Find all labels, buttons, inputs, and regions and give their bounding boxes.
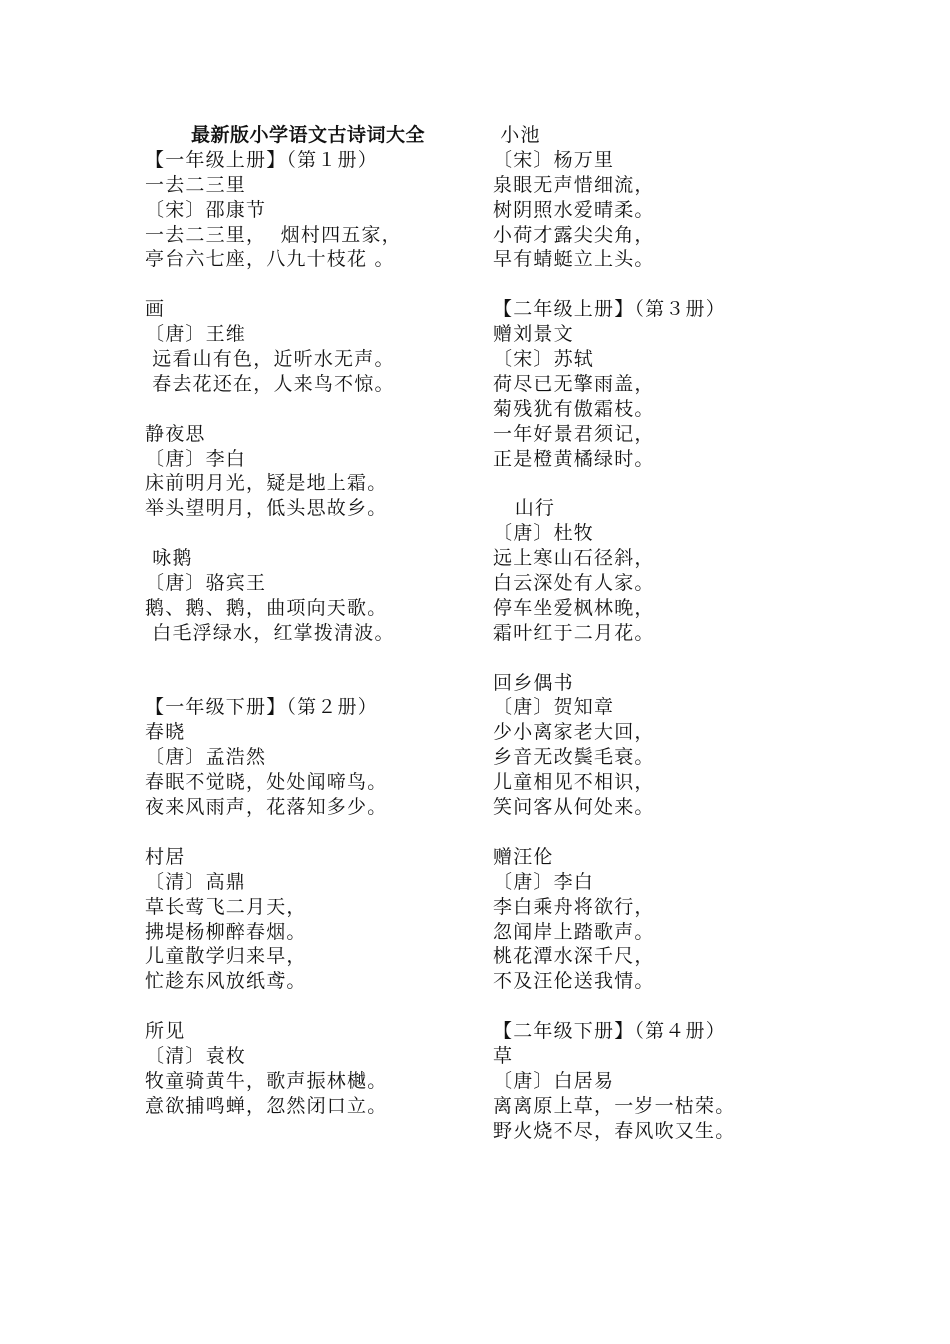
poem-line: 一年好景君须记， xyxy=(493,422,655,445)
section-heading: 【二年级上册】（第３册） xyxy=(493,298,726,321)
blank-line xyxy=(145,397,480,422)
blank-line xyxy=(145,820,480,845)
poem-line: 拂堤杨柳醉春烟。 xyxy=(145,920,307,943)
poem-line: 菊残犹有傲霜枝。 xyxy=(493,397,655,420)
blank-line xyxy=(145,521,480,546)
poem-title: 静夜思 xyxy=(145,422,206,445)
poem-line: 笑问客从何处来。 xyxy=(493,796,655,819)
blank-line xyxy=(493,646,823,671)
poem-author: 〔宋〕苏轼 xyxy=(493,348,595,371)
poem-author: 〔宋〕杨万里 xyxy=(493,148,615,171)
poem-line: 夜来风雨声，花落知多少。 xyxy=(145,796,388,819)
poem-author: 〔唐〕王维 xyxy=(145,323,247,346)
poem-title: 赠刘景文 xyxy=(493,323,574,346)
poem-line: 鹅、鹅、鹅，曲项向天歌。 xyxy=(145,596,388,619)
section-heading: 【一年级上册】（第１册） xyxy=(145,148,378,171)
poem-line: 忽闻岸上踏歌声。 xyxy=(493,920,655,943)
poem-author: 〔唐〕李白 xyxy=(493,870,595,893)
blank-line xyxy=(145,646,480,671)
poem-line: 白云深处有人家。 xyxy=(493,572,655,595)
blank-line xyxy=(145,994,480,1019)
poem-line: 霜叶红于二月花。 xyxy=(493,621,655,644)
poem-author: 〔宋〕邵康节 xyxy=(145,198,267,221)
blank-line xyxy=(493,471,823,496)
poem-title: 画 xyxy=(145,298,166,321)
poem-author: 〔唐〕孟浩然 xyxy=(145,746,267,769)
blank-line xyxy=(493,994,823,1019)
poem-line: 树阴照水爱晴柔。 xyxy=(493,198,655,221)
poem-title: 春晓 xyxy=(145,721,186,744)
section-heading: 【一年级下册】（第２册） xyxy=(145,696,378,719)
blank-line xyxy=(493,820,823,845)
poem-line: 不及汪伦送我情。 xyxy=(493,970,655,993)
poem-author: 〔清〕高鼎 xyxy=(145,870,247,893)
poem-line: 草长莺飞二月天， xyxy=(145,895,307,918)
poem-author: 〔唐〕贺知章 xyxy=(493,696,615,719)
poem-line: 离离原上草，一岁一枯荣。 xyxy=(493,1094,736,1117)
poem-line: 李白乘舟将欲行， xyxy=(493,895,655,918)
right-column xyxy=(493,123,823,1144)
poem-line: 远看山有色，近听水无声。 xyxy=(145,348,395,371)
poem-line: 泉眼无声惜细流， xyxy=(493,173,655,196)
poem-line: 野火烧不尽，春风吹又生。 xyxy=(493,1119,736,1142)
poem-title: 所见 xyxy=(145,1020,186,1043)
poem-author: 〔唐〕骆宾王 xyxy=(145,572,267,595)
poem-line: 一去二三里， 烟村四五家， xyxy=(145,223,402,246)
poem-line: 床前明月光，疑是地上霜。 xyxy=(145,472,388,495)
poem-title: 山行 xyxy=(493,497,556,520)
poem-line: 桃花潭水深千尺， xyxy=(493,945,655,968)
poem-line: 白毛浮绿水，红掌拨清波。 xyxy=(145,621,395,644)
poem-line: 远上寒山石径斜， xyxy=(493,547,655,570)
poem-title: 小池 xyxy=(493,124,541,146)
poem-line: 儿童相见不相识， xyxy=(493,771,655,794)
document-title: 最新版小学语文古诗词大全 xyxy=(191,124,426,146)
poem-line: 亭台六七座，八九十枝花 。 xyxy=(145,248,395,271)
poem-author: 〔唐〕杜牧 xyxy=(493,522,595,545)
poem-line: 早有蜻蜓立上头。 xyxy=(493,248,655,271)
poem-line: 春眠不觉晓，处处闻啼鸟。 xyxy=(145,771,388,794)
poem-author: 〔清〕袁枚 xyxy=(145,1044,247,1067)
blank-line xyxy=(145,671,480,696)
poem-line: 乡音无改鬓毛衰。 xyxy=(493,746,655,769)
poem-title: 回乡偶书 xyxy=(493,671,574,694)
poem-line: 小荷才露尖尖角， xyxy=(493,223,655,246)
section-heading: 【二年级下册】（第４册） xyxy=(493,1020,726,1043)
poem-author: 〔唐〕白居易 xyxy=(493,1069,615,1092)
poem-title: 赠汪伦 xyxy=(493,845,554,868)
poem-line: 正是橙黄橘绿时。 xyxy=(493,447,655,470)
poem-line: 儿童散学归来早， xyxy=(145,945,307,968)
poem-line: 少小离家老大回， xyxy=(493,721,655,744)
poem-author: 〔唐〕李白 xyxy=(145,447,247,470)
blank-line xyxy=(145,272,480,297)
poem-line: 荷尽已无擎雨盖， xyxy=(493,372,655,395)
poem-line: 意欲捕鸣蝉，忽然闭口立。 xyxy=(145,1094,388,1117)
poem-line: 春去花还在，人来鸟不惊。 xyxy=(145,372,395,395)
poem-title: 草 xyxy=(493,1044,514,1067)
poem-line: 牧童骑黄牛，歌声振林樾。 xyxy=(145,1069,388,1092)
left-column xyxy=(145,123,480,1119)
poem-line: 忙趁东风放纸鸢。 xyxy=(145,970,307,993)
poem-title: 咏鹅 xyxy=(145,547,193,570)
poem-title: 一去二三里 xyxy=(145,173,247,196)
poem-line: 停车坐爱枫林晚， xyxy=(493,596,655,619)
blank-line xyxy=(493,272,823,297)
poem-line: 举头望明月，低头思故乡。 xyxy=(145,497,388,520)
poem-title: 村居 xyxy=(145,845,186,868)
